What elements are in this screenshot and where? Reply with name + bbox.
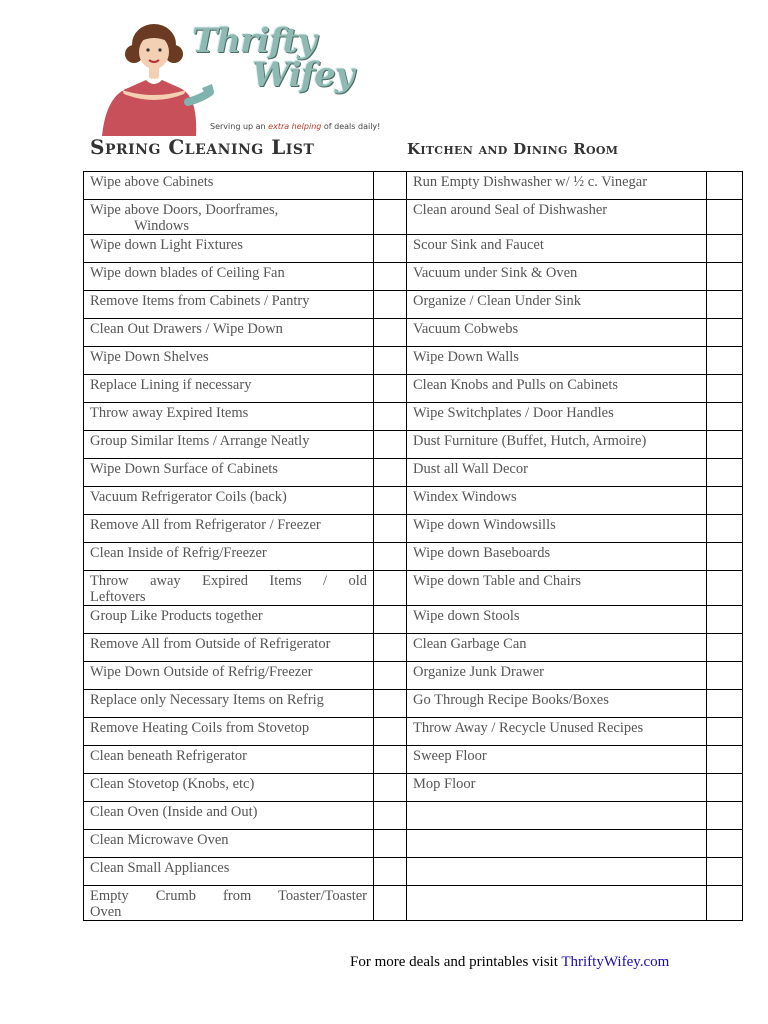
checkbox-cell[interactable] bbox=[707, 459, 743, 487]
checkbox-cell[interactable] bbox=[374, 606, 407, 634]
task-cell-right bbox=[407, 606, 707, 634]
table-row bbox=[84, 571, 743, 606]
task-cell-right bbox=[407, 347, 707, 375]
checkbox-cell[interactable] bbox=[707, 200, 743, 235]
logo-title-line1: Thrifty bbox=[192, 21, 316, 61]
checkbox-cell[interactable] bbox=[707, 830, 743, 858]
table-row bbox=[84, 634, 743, 662]
task-text: Organize / Clean Under Sink bbox=[413, 293, 582, 309]
tagline-post: of deals daily! bbox=[321, 122, 381, 131]
task-cell-right bbox=[407, 515, 707, 543]
task-text: Go Through Recipe Books/Boxes bbox=[413, 692, 609, 708]
table-row bbox=[84, 858, 743, 886]
checkbox-cell[interactable] bbox=[707, 375, 743, 403]
task-text: Clean Stovetop (Knobs, etc) bbox=[90, 776, 255, 792]
task-text: Clean Small Appliances bbox=[90, 860, 230, 876]
task-cell-left bbox=[84, 634, 374, 662]
task-text: Remove All from Outside of Refrigerator bbox=[90, 636, 331, 652]
checkbox-cell[interactable] bbox=[374, 774, 407, 802]
logo-title-line2: Wifey bbox=[252, 55, 354, 95]
checkbox-cell[interactable] bbox=[707, 718, 743, 746]
table-row bbox=[84, 263, 743, 291]
checkbox-cell[interactable] bbox=[374, 291, 407, 319]
task-cell-left bbox=[84, 347, 374, 375]
table-row bbox=[84, 543, 743, 571]
task-cell-right bbox=[407, 200, 707, 235]
task-cell-left bbox=[84, 200, 374, 235]
task-cell-left bbox=[84, 662, 374, 690]
task-text: Clean Inside of Refrig/Freezer bbox=[90, 545, 267, 561]
checkbox-cell[interactable] bbox=[374, 487, 407, 515]
task-text: Wipe above Doors, Doorframes, bbox=[90, 202, 279, 218]
task-cell-left bbox=[84, 235, 374, 263]
checkbox-cell[interactable] bbox=[374, 830, 407, 858]
task-cell-left bbox=[84, 459, 374, 487]
task-text: Clean Microwave Oven bbox=[90, 832, 229, 848]
task-text: Clean Out Drawers / Wipe Down bbox=[90, 321, 283, 337]
task-cell-left bbox=[84, 830, 374, 858]
task-text: Remove Heating Coils from Stovetop bbox=[90, 720, 310, 736]
checkbox-cell[interactable] bbox=[707, 319, 743, 347]
task-text: Sweep Floor bbox=[413, 748, 487, 764]
task-cell-left bbox=[84, 606, 374, 634]
logo-wordmark bbox=[192, 21, 354, 95]
task-text: Wipe down Baseboards bbox=[413, 545, 551, 561]
table-row bbox=[84, 319, 743, 347]
checkbox-cell[interactable] bbox=[374, 319, 407, 347]
task-cell-right bbox=[407, 571, 707, 606]
task-text: Vacuum under Sink & Oven bbox=[413, 265, 578, 281]
cleaning-checklist-table bbox=[83, 171, 743, 921]
table-row bbox=[84, 459, 743, 487]
task-text: Wipe Switchplates / Door Handles bbox=[413, 405, 614, 421]
checkbox-cell[interactable] bbox=[374, 431, 407, 459]
table-row bbox=[84, 774, 743, 802]
checkbox-cell[interactable] bbox=[707, 571, 743, 606]
table-row bbox=[84, 235, 743, 263]
task-cell-right bbox=[407, 858, 707, 886]
task-cell-left bbox=[84, 718, 374, 746]
task-text: Vacuum Refrigerator Coils (back) bbox=[90, 489, 287, 505]
table-row bbox=[84, 403, 743, 431]
checkbox-cell[interactable] bbox=[707, 858, 743, 886]
task-cell-right bbox=[407, 718, 707, 746]
checkbox-cell[interactable] bbox=[374, 403, 407, 431]
table-row bbox=[84, 886, 743, 921]
task-text: Wipe down Table and Chairs bbox=[413, 573, 582, 589]
table-row bbox=[84, 802, 743, 830]
task-text: Windex Windows bbox=[413, 489, 517, 505]
task-text: Oven bbox=[90, 904, 122, 920]
task-text: Mop Floor bbox=[413, 776, 476, 792]
page-title: Spring Cleaning List bbox=[90, 135, 315, 159]
task-cell-left bbox=[84, 319, 374, 347]
logo-tagline bbox=[210, 122, 380, 131]
task-cell-right bbox=[407, 746, 707, 774]
task-cell-right bbox=[407, 662, 707, 690]
task-text: Wipe down Light Fixtures bbox=[90, 237, 243, 253]
task-text: Wipe Down Outside of Refrig/Freezer bbox=[90, 664, 313, 680]
checkbox-cell[interactable] bbox=[374, 235, 407, 263]
task-cell-right bbox=[407, 172, 707, 200]
checkbox-cell[interactable] bbox=[374, 347, 407, 375]
thrifty-wifey-logo bbox=[88, 18, 381, 136]
task-cell-left bbox=[84, 487, 374, 515]
checkbox-cell[interactable] bbox=[707, 403, 743, 431]
task-cell-left bbox=[84, 690, 374, 718]
tagline-pre: Serving up an bbox=[210, 122, 269, 131]
task-cell-left bbox=[84, 543, 374, 571]
checkbox-cell[interactable] bbox=[707, 515, 743, 543]
task-cell-right bbox=[407, 403, 707, 431]
table-row bbox=[84, 746, 743, 774]
table-row bbox=[84, 347, 743, 375]
task-cell-left bbox=[84, 746, 374, 774]
checklist-body bbox=[84, 172, 743, 921]
task-text: Wipe above Cabinets bbox=[90, 174, 214, 190]
task-cell-right bbox=[407, 830, 707, 858]
task-cell-right bbox=[407, 543, 707, 571]
task-text: Wipe Down Shelves bbox=[90, 349, 209, 365]
task-text: Clean Oven (Inside and Out) bbox=[90, 804, 258, 820]
task-text: Scour Sink and Faucet bbox=[413, 237, 544, 253]
task-cell-left bbox=[84, 291, 374, 319]
checkbox-cell[interactable] bbox=[374, 375, 407, 403]
checkbox-cell[interactable] bbox=[374, 543, 407, 571]
task-text: Wipe down blades of Ceiling Fan bbox=[90, 265, 285, 281]
task-cell-left bbox=[84, 172, 374, 200]
checkbox-cell[interactable] bbox=[374, 858, 407, 886]
task-cell-right bbox=[407, 291, 707, 319]
table-row bbox=[84, 690, 743, 718]
table-row bbox=[84, 830, 743, 858]
checkbox-cell[interactable] bbox=[374, 459, 407, 487]
task-cell-right bbox=[407, 886, 707, 921]
task-cell-right bbox=[407, 459, 707, 487]
checkbox-cell[interactable] bbox=[707, 172, 743, 200]
checkbox-cell[interactable] bbox=[374, 802, 407, 830]
task-cell-left bbox=[84, 403, 374, 431]
checkbox-cell[interactable] bbox=[707, 606, 743, 634]
checkbox-cell[interactable] bbox=[707, 431, 743, 459]
checkbox-cell[interactable] bbox=[707, 886, 743, 921]
task-cell-left bbox=[84, 886, 374, 921]
task-text: Dust all Wall Decor bbox=[413, 461, 528, 477]
footer-note bbox=[350, 954, 669, 971]
task-text: Windows bbox=[134, 218, 189, 234]
task-text: Empty Crumb from Toaster/Toaster bbox=[90, 888, 367, 904]
task-text: Dust Furniture (Buffet, Hutch, Armoire) bbox=[413, 433, 647, 449]
task-text: Vacuum Cobwebs bbox=[413, 321, 519, 337]
task-cell-right bbox=[407, 319, 707, 347]
table-row bbox=[84, 291, 743, 319]
checkbox-cell[interactable] bbox=[707, 662, 743, 690]
task-cell-right bbox=[407, 690, 707, 718]
task-text: Remove Items from Cabinets / Pantry bbox=[90, 293, 310, 309]
checkbox-cell[interactable] bbox=[374, 634, 407, 662]
task-text: Leftovers bbox=[90, 589, 146, 605]
section-title: Kitchen and Dining Room bbox=[407, 140, 619, 158]
task-text: Throw away Expired Items bbox=[90, 405, 249, 421]
checkbox-cell[interactable] bbox=[374, 263, 407, 291]
task-text: Wipe down Stools bbox=[413, 608, 520, 624]
task-text: Group Like Products together bbox=[90, 608, 263, 624]
checkbox-cell[interactable] bbox=[707, 774, 743, 802]
checkbox-cell[interactable] bbox=[707, 746, 743, 774]
task-text: Wipe Down Walls bbox=[413, 349, 519, 365]
checkbox-cell[interactable] bbox=[707, 634, 743, 662]
checkbox-cell[interactable] bbox=[374, 662, 407, 690]
checkbox-cell[interactable] bbox=[374, 718, 407, 746]
task-text: Remove All from Refrigerator / Freezer bbox=[90, 517, 321, 533]
task-text: Clean Knobs and Pulls on Cabinets bbox=[413, 377, 619, 393]
task-cell-right bbox=[407, 431, 707, 459]
task-cell-left bbox=[84, 515, 374, 543]
table-row bbox=[84, 606, 743, 634]
table-row bbox=[84, 172, 743, 200]
table-row bbox=[84, 375, 743, 403]
checkbox-cell[interactable] bbox=[374, 690, 407, 718]
checkbox-cell[interactable] bbox=[707, 235, 743, 263]
table-row bbox=[84, 718, 743, 746]
task-cell-right bbox=[407, 634, 707, 662]
tagline-extra: extra helping bbox=[268, 122, 322, 131]
checkbox-cell[interactable] bbox=[707, 802, 743, 830]
checkbox-cell[interactable] bbox=[707, 690, 743, 718]
task-cell-right bbox=[407, 375, 707, 403]
task-cell-left bbox=[84, 858, 374, 886]
task-cell-left bbox=[84, 375, 374, 403]
task-cell-right bbox=[407, 235, 707, 263]
table-row bbox=[84, 431, 743, 459]
task-text: Wipe down Windowsills bbox=[413, 517, 556, 533]
task-text: Throw away Expired Items / old bbox=[90, 573, 367, 589]
task-cell-left bbox=[84, 802, 374, 830]
table-row bbox=[84, 200, 743, 235]
task-cell-right bbox=[407, 487, 707, 515]
task-cell-left bbox=[84, 431, 374, 459]
checkbox-cell[interactable] bbox=[374, 571, 407, 606]
thriftywifey-link[interactable]: ThriftyWifey.com bbox=[561, 954, 670, 970]
task-text: Group Similar Items / Arrange Neatly bbox=[90, 433, 310, 449]
checkbox-cell[interactable] bbox=[374, 172, 407, 200]
table-row bbox=[84, 662, 743, 690]
task-text: Organize Junk Drawer bbox=[413, 664, 544, 680]
task-text: Replace Lining if necessary bbox=[90, 377, 252, 393]
checkbox-cell[interactable] bbox=[374, 200, 407, 235]
task-text: Wipe Down Surface of Cabinets bbox=[90, 461, 278, 477]
task-cell-left bbox=[84, 263, 374, 291]
checkbox-cell[interactable] bbox=[707, 543, 743, 571]
task-cell-right bbox=[407, 774, 707, 802]
checkbox-cell[interactable] bbox=[374, 746, 407, 774]
checkbox-cell[interactable] bbox=[707, 263, 743, 291]
task-text: Clean Garbage Can bbox=[413, 636, 527, 652]
task-text: Replace only Necessary Items on Refrig bbox=[90, 692, 324, 708]
checkbox-cell[interactable] bbox=[707, 291, 743, 319]
task-text: Clean beneath Refrigerator bbox=[90, 748, 248, 764]
task-text: Run Empty Dishwasher w/ ½ c. Vinegar bbox=[413, 174, 648, 190]
checkbox-cell[interactable] bbox=[707, 347, 743, 375]
task-cell-right bbox=[407, 802, 707, 830]
task-text: Throw Away / Recycle Unused Recipes bbox=[413, 720, 644, 736]
checkbox-cell[interactable] bbox=[707, 487, 743, 515]
task-cell-left bbox=[84, 571, 374, 606]
checkbox-cell[interactable] bbox=[374, 515, 407, 543]
task-cell-left bbox=[84, 774, 374, 802]
table-row bbox=[84, 487, 743, 515]
task-text: Clean around Seal of Dishwasher bbox=[413, 202, 608, 218]
table-row bbox=[84, 515, 743, 543]
task-cell-right bbox=[407, 263, 707, 291]
checkbox-cell[interactable] bbox=[374, 886, 407, 921]
footer-text: For more deals and printables visit bbox=[350, 954, 562, 970]
